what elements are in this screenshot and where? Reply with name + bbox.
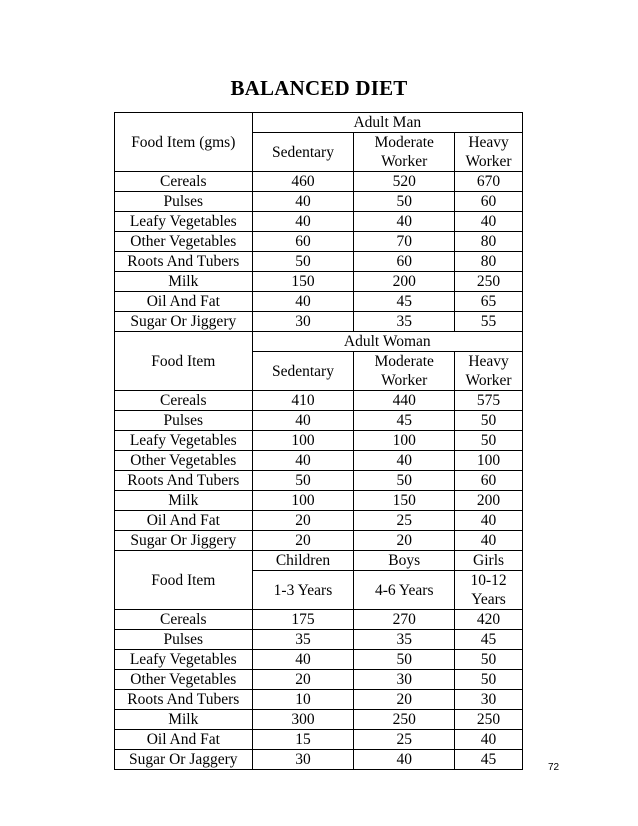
quantity-cell: 40 — [252, 192, 354, 212]
quantity-cell: 40 — [252, 650, 354, 670]
quantity-cell: 270 — [354, 610, 455, 630]
column-header — [455, 133, 523, 172]
table-row — [115, 750, 523, 770]
quantity-cell: 20 — [252, 531, 354, 551]
table-row — [115, 312, 523, 332]
page-title: BALANCED DIET — [230, 76, 408, 100]
food-item-header: Food Item — [115, 551, 253, 610]
food-item-cell: Sugar Or Jaggery — [115, 750, 253, 770]
food-item-cell: Sugar Or Jiggery — [115, 531, 253, 551]
quantity-cell: 300 — [252, 710, 354, 730]
quantity-cell: 65 — [455, 292, 523, 312]
page-number: 72 — [548, 762, 560, 773]
quantity-cell: 100 — [455, 451, 523, 471]
group-header: Adult Woman — [252, 332, 522, 352]
quantity-cell: 40 — [252, 411, 354, 431]
quantity-cell: 40 — [455, 511, 523, 531]
table-row — [115, 451, 523, 471]
food-item-cell: Other Vegetables — [115, 670, 253, 690]
quantity-cell: 80 — [455, 252, 523, 272]
quantity-cell: 40 — [354, 451, 455, 471]
quantity-cell: 520 — [354, 172, 455, 192]
table-row — [115, 610, 523, 630]
quantity-cell: 60 — [455, 471, 523, 491]
table-row — [115, 391, 523, 411]
section-group-row — [115, 113, 523, 133]
quantity-cell: 80 — [455, 232, 523, 252]
table-row — [115, 411, 523, 431]
quantity-cell: 40 — [252, 212, 354, 232]
table-row — [115, 272, 523, 292]
quantity-cell: 50 — [252, 471, 354, 491]
column-header: Children — [252, 551, 354, 571]
quantity-cell: 30 — [252, 312, 354, 332]
quantity-cell: 20 — [252, 511, 354, 531]
food-item-cell: Other Vegetables — [115, 232, 253, 252]
quantity-cell: 50 — [455, 650, 523, 670]
table-row — [115, 212, 523, 232]
quantity-cell: 30 — [455, 690, 523, 710]
quantity-cell: 250 — [455, 710, 523, 730]
table-row — [115, 690, 523, 710]
food-item-cell: Oil And Fat — [115, 730, 253, 750]
quantity-cell: 15 — [252, 730, 354, 750]
food-item-cell: Pulses — [115, 630, 253, 650]
food-item-cell: Oil And Fat — [115, 292, 253, 312]
quantity-cell: 25 — [354, 730, 455, 750]
table-row — [115, 630, 523, 650]
column-header: Boys — [354, 551, 455, 571]
quantity-cell: 410 — [252, 391, 354, 411]
food-item-cell: Roots And Tubers — [115, 690, 253, 710]
table-row — [115, 491, 523, 511]
quantity-cell: 35 — [354, 630, 455, 650]
quantity-cell: 50 — [252, 252, 354, 272]
food-item-cell: Cereals — [115, 610, 253, 630]
quantity-cell: 460 — [252, 172, 354, 192]
column-header: Sedentary — [252, 352, 354, 391]
table-row — [115, 531, 523, 551]
quantity-cell: 40 — [252, 451, 354, 471]
column-header-line: Worker — [465, 153, 512, 170]
food-item-cell: Roots And Tubers — [115, 252, 253, 272]
food-item-cell: Cereals — [115, 172, 253, 192]
food-item-cell: Other Vegetables — [115, 451, 253, 471]
food-item-cell: Leafy Vegetables — [115, 212, 253, 232]
quantity-cell: 40 — [455, 212, 523, 232]
column-header — [354, 133, 455, 172]
quantity-cell: 45 — [354, 292, 455, 312]
food-item-cell: Pulses — [115, 192, 253, 212]
quantity-cell: 250 — [455, 272, 523, 292]
quantity-cell: 575 — [455, 391, 523, 411]
food-item-cell: Milk — [115, 272, 253, 292]
food-item-header: Food Item (gms) — [115, 113, 253, 172]
section-group-row — [115, 332, 523, 352]
quantity-cell: 440 — [354, 391, 455, 411]
food-item-cell: Pulses — [115, 411, 253, 431]
table-row — [115, 471, 523, 491]
column-header-line: Worker — [381, 372, 428, 389]
table-row — [115, 730, 523, 750]
quantity-cell: 25 — [354, 511, 455, 531]
quantity-cell: 20 — [354, 531, 455, 551]
column-header-line: Moderate — [374, 134, 434, 151]
column-header-line: Heavy — [468, 134, 509, 151]
quantity-cell: 670 — [455, 172, 523, 192]
column-header-row — [115, 551, 523, 571]
column-header-line: Worker — [381, 153, 428, 170]
column-header-subline: 10-12 Years — [455, 571, 523, 610]
quantity-cell: 100 — [252, 491, 354, 511]
food-item-cell: Sugar Or Jiggery — [115, 312, 253, 332]
column-header: Sedentary — [252, 133, 354, 172]
quantity-cell: 50 — [455, 431, 523, 451]
table-row — [115, 511, 523, 531]
quantity-cell: 420 — [455, 610, 523, 630]
quantity-cell: 150 — [252, 272, 354, 292]
quantity-cell: 60 — [252, 232, 354, 252]
quantity-cell: 35 — [252, 630, 354, 650]
quantity-cell: 40 — [455, 730, 523, 750]
quantity-cell: 20 — [354, 690, 455, 710]
quantity-cell: 20 — [252, 670, 354, 690]
quantity-cell: 40 — [455, 531, 523, 551]
quantity-cell: 50 — [455, 670, 523, 690]
quantity-cell: 45 — [455, 750, 523, 770]
column-header — [354, 352, 455, 391]
quantity-cell: 60 — [354, 252, 455, 272]
food-item-cell: Cereals — [115, 391, 253, 411]
quantity-cell: 10 — [252, 690, 354, 710]
table-row — [115, 252, 523, 272]
quantity-cell: 70 — [354, 232, 455, 252]
quantity-cell: 40 — [354, 212, 455, 232]
quantity-cell: 45 — [354, 411, 455, 431]
food-item-cell: Milk — [115, 491, 253, 511]
quantity-cell: 30 — [252, 750, 354, 770]
quantity-cell: 50 — [354, 471, 455, 491]
table-row — [115, 670, 523, 690]
column-header-subline: 4-6 Years — [354, 571, 455, 610]
quantity-cell: 35 — [354, 312, 455, 332]
table-row — [115, 192, 523, 212]
table-row — [115, 292, 523, 312]
table-row — [115, 172, 523, 192]
quantity-cell: 200 — [455, 491, 523, 511]
food-item-cell: Roots And Tubers — [115, 471, 253, 491]
table-row — [115, 232, 523, 252]
food-item-cell: Milk — [115, 710, 253, 730]
quantity-cell: 150 — [354, 491, 455, 511]
quantity-cell: 60 — [455, 192, 523, 212]
table-row — [115, 650, 523, 670]
food-item-cell: Leafy Vegetables — [115, 650, 253, 670]
balanced-diet-table — [114, 112, 523, 770]
column-header-subline: 1-3 Years — [252, 571, 354, 610]
food-item-cell: Oil And Fat — [115, 511, 253, 531]
column-header — [455, 352, 523, 391]
quantity-cell: 45 — [455, 630, 523, 650]
food-item-cell: Leafy Vegetables — [115, 431, 253, 451]
food-item-header: Food Item — [115, 332, 253, 391]
quantity-cell: 200 — [354, 272, 455, 292]
quantity-cell: 100 — [354, 431, 455, 451]
table-row — [115, 710, 523, 730]
quantity-cell: 55 — [455, 312, 523, 332]
column-header-line: Moderate — [374, 353, 434, 370]
quantity-cell: 40 — [354, 750, 455, 770]
column-header-line: Heavy — [468, 353, 509, 370]
column-header-line: Worker — [465, 372, 512, 389]
quantity-cell: 50 — [354, 650, 455, 670]
quantity-cell: 175 — [252, 610, 354, 630]
quantity-cell: 50 — [354, 192, 455, 212]
column-header: Girls — [455, 551, 523, 571]
quantity-cell: 40 — [252, 292, 354, 312]
quantity-cell: 50 — [455, 411, 523, 431]
table-row — [115, 431, 523, 451]
quantity-cell: 250 — [354, 710, 455, 730]
quantity-cell: 30 — [354, 670, 455, 690]
group-header: Adult Man — [252, 113, 522, 133]
quantity-cell: 100 — [252, 431, 354, 451]
